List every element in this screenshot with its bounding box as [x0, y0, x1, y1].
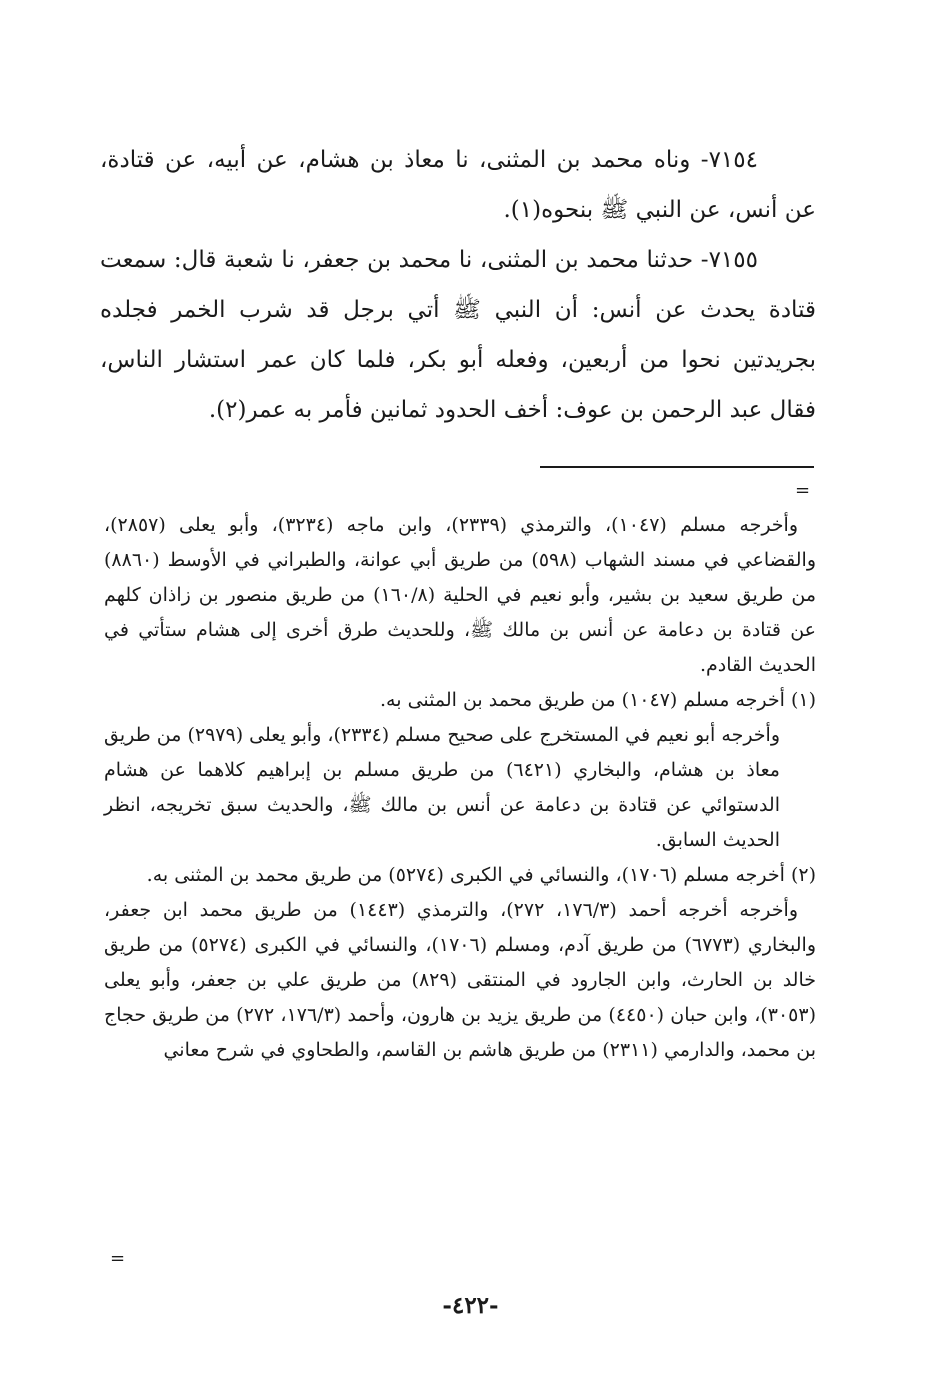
- footnote-continuation-mark: =: [795, 480, 811, 501]
- main-text: [100, 135, 816, 435]
- footnote-1: (١) أخرجه مسلم (١٠٤٧) من طريق محمد بن المثنى به.: [380, 689, 816, 711]
- footnote-separator: [540, 466, 814, 468]
- footnote-2: (٢) أخرجه مسلم (١٧٠٦)، والنسائي في الكبرى (٥٢٧٤) من طريق محمد بن المثنى به.: [146, 864, 816, 886]
- footnote-end-mark: =: [110, 1248, 126, 1269]
- hadith-7155: ٧١٥٥- حدثنا محمد بن المثنى، نا محمد بن جعفر، نا شعبة قال: سمعت قتادة يحدث عن أنس: أن النبي ﷺ أتي برجل قد شرب الخمر فجلده بجريدتين نحوا من أربعين، وفعله أبو بكر، فلما كان عمر استشار الناس، فقال عبد الرحمن بن عوف: أخف الحدود ثمانين فأمر به عمر(٢).: [100, 247, 816, 423]
- hadith-7154: ٧١٥٤- وناه محمد بن المثنى، نا معاذ بن هشام، عن أبيه، عن قتادة، عن أنس، عن النبي ﷺ بنحوه(١).: [100, 147, 816, 223]
- footnotes: [104, 508, 816, 1068]
- footnote-continued: وأخرجه مسلم (١٠٤٧)، والترمذي (٢٣٣٩)، وابن ماجه (٣٢٣٤)، وأبو يعلى (٢٨٥٧)، والقضاعي في مسند الشهاب (٥٩٨) من طريق أبي عوانة، والطبراني في الأوسط (٨٨٦٠) من طريق سعيد بن بشير، وأبو نعيم في الحلية (١٦٠/٨) من طريق منصور بن زاذان كلهم عن قتادة بن دعامة عن أنس بن مالك ﷺ، وللحديث طرق أخرى إلى هشام ستأتي في الحديث القادم.: [104, 514, 816, 676]
- footnote-1-continued: وأخرجه أبو نعيم في المستخرج على صحيح مسلم (٢٣٣٤)، وأبو يعلى (٢٩٧٩) من طريق معاذ بن هشام، والبخاري (٦٤٢١) من طريق مسلم بن إبراهيم كلاهما عن هشام الدستوائي عن قتادة بن دعامة عن أنس بن مالك ﷺ، والحديث سبق تخريجه، انظر الحديث السابق.: [104, 724, 781, 851]
- page-number: -٤٢٢-: [442, 1292, 499, 1319]
- footnote-2-continued: وأخرجه أخرجه أحمد (١٧٦/٣، ٢٧٢)، والترمذي (١٤٤٣) من طريق محمد ابن جعفر، والبخاري (٦٧٧٣) من طريق آدم، ومسلم (١٧٠٦)، والنسائي في الكبرى (٥٢٧٤) من طريق خالد بن الحارث، وابن الجارود في المنتقى (٨٢٩) من طريق علي بن جعفر، وأبو يعلى (٣٠٥٣)، وابن حبان (٤٤٥٠) من طريق يزيد بن هارون، وأحمد (١٧٦/٣، ٢٧٢) من طريق حجاج بن محمد، والدارمي (٢٣١١) من طريق هاشم بن القاسم، والطحاوي في شرح معاني: [104, 899, 817, 1061]
